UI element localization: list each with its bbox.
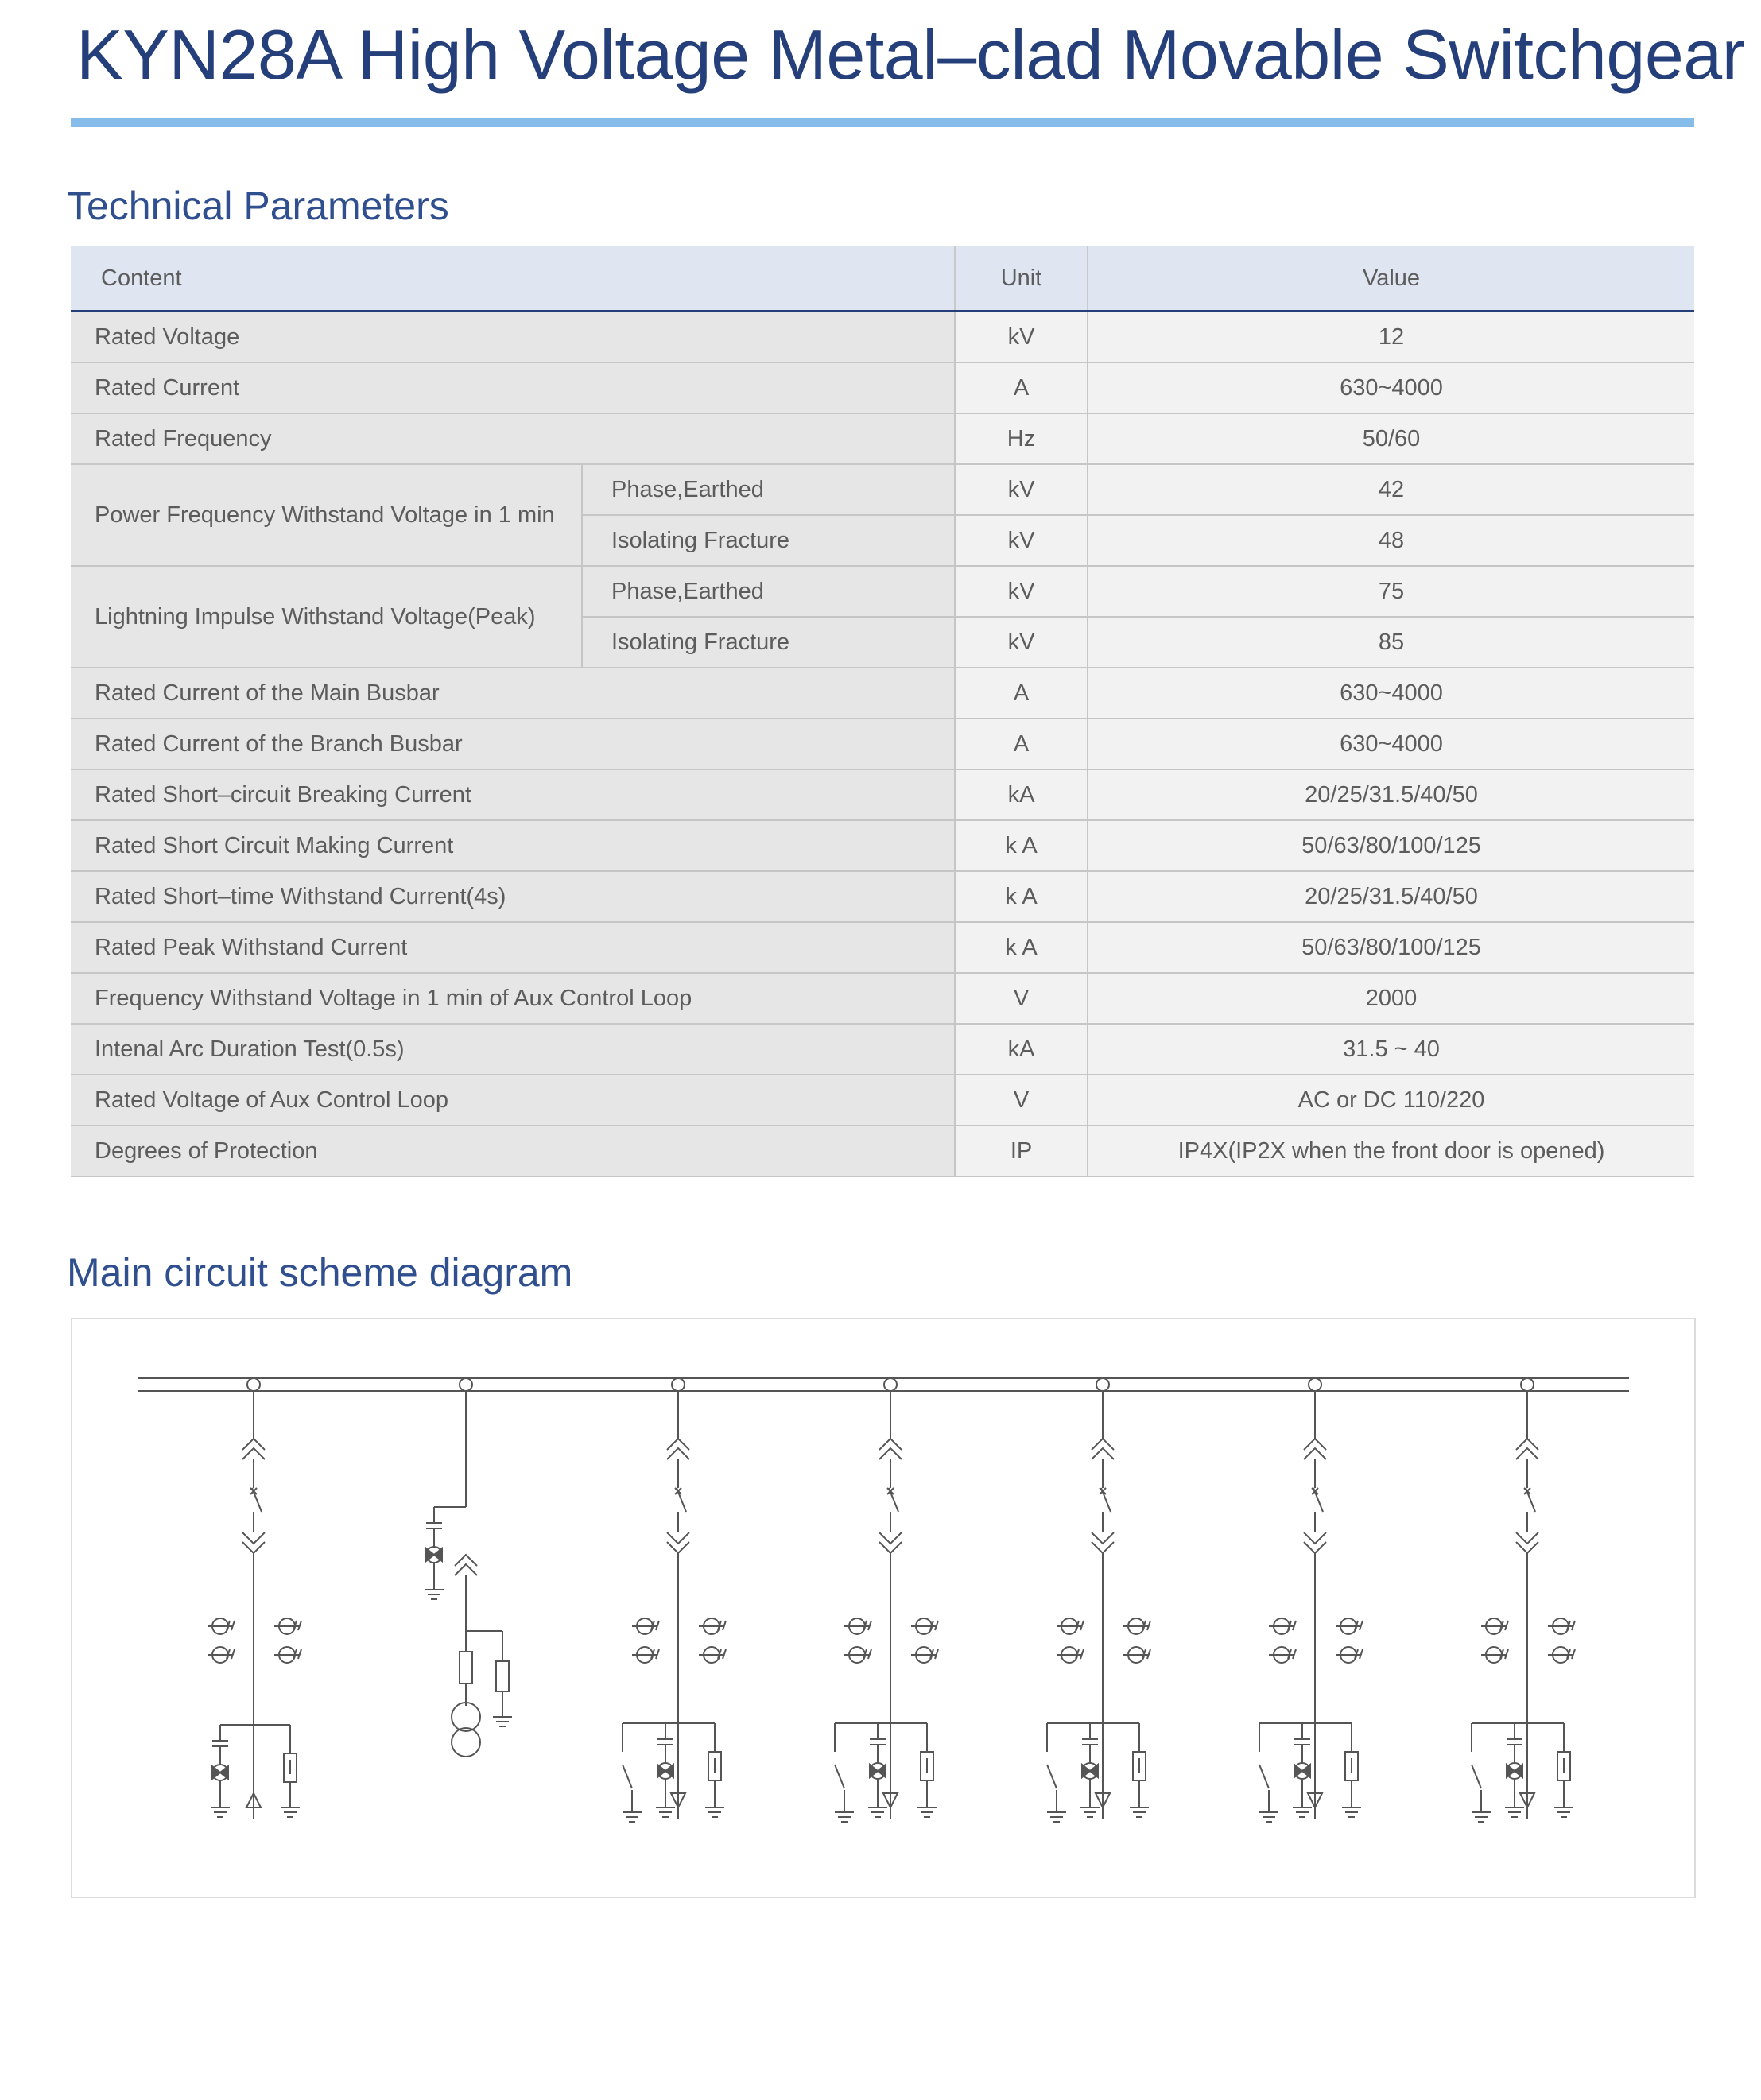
row-value: 630~4000 xyxy=(1088,362,1694,413)
outgoing-feeder xyxy=(1047,1378,1150,1822)
technical-parameters-table xyxy=(71,246,1694,1177)
row-sub-label: Phase,Earthed xyxy=(582,464,955,515)
row-value: 50/63/80/100/125 xyxy=(1088,922,1694,973)
row-label: Frequency Withstand Voltage in 1 min of Aux Control Loop xyxy=(71,973,955,1024)
circuit-scheme-svg xyxy=(72,1319,1694,1897)
row-value: 50/63/80/100/125 xyxy=(1088,820,1694,871)
table-row xyxy=(71,312,1694,363)
row-value: 75 xyxy=(1088,566,1694,617)
circuit-diagram-frame xyxy=(71,1318,1696,1898)
outgoing-feeder xyxy=(623,1378,726,1822)
row-value: 42 xyxy=(1088,464,1694,515)
table-row xyxy=(71,871,1694,922)
outgoing-feeder xyxy=(1259,1378,1363,1822)
busbar-tap-node xyxy=(672,1378,685,1391)
row-unit: V xyxy=(955,973,1088,1024)
row-label: Rated Voltage of Aux Control Loop xyxy=(71,1075,955,1126)
row-unit: k A xyxy=(955,871,1088,922)
row-label: Rated Frequency xyxy=(71,413,955,464)
row-value: 48 xyxy=(1088,515,1694,566)
table-row xyxy=(71,1075,1694,1126)
row-unit: kV xyxy=(955,617,1088,668)
row-value: 630~4000 xyxy=(1088,668,1694,719)
row-label: Power Frequency Withstand Voltage in 1 min xyxy=(71,464,582,566)
row-label: Rated Short–time Withstand Current(4s) xyxy=(71,871,955,922)
row-value: 20/25/31.5/40/50 xyxy=(1088,769,1694,820)
row-label: Intenal Arc Duration Test(0.5s) xyxy=(71,1024,955,1075)
table-row xyxy=(71,922,1694,973)
row-value: 2000 xyxy=(1088,973,1694,1024)
table-row xyxy=(71,769,1694,820)
header-unit: Unit xyxy=(955,246,1088,312)
table-row xyxy=(71,1024,1694,1075)
main-circuit-heading: Main circuit scheme diagram xyxy=(67,1250,573,1295)
table-row xyxy=(71,1126,1694,1176)
row-unit: kV xyxy=(955,515,1088,566)
pt-feeder xyxy=(425,1378,512,1757)
row-unit: kV xyxy=(955,312,1088,363)
row-label: Rated Current xyxy=(71,362,955,413)
busbar-tap-node xyxy=(1096,1378,1109,1391)
row-value: IP4X(IP2X when the front door is opened) xyxy=(1088,1126,1694,1176)
table-header-row xyxy=(71,246,1694,312)
row-sub-label: Isolating Fracture xyxy=(582,617,955,668)
row-value: 85 xyxy=(1088,617,1694,668)
row-label: Lightning Impulse Withstand Voltage(Peak) xyxy=(71,566,582,668)
row-value: AC or DC 110/220 xyxy=(1088,1075,1694,1126)
row-value: 630~4000 xyxy=(1088,719,1694,769)
row-unit: kA xyxy=(955,769,1088,820)
row-unit: Hz xyxy=(955,413,1088,464)
row-label: Rated Voltage xyxy=(71,312,955,363)
row-label: Rated Current of the Main Busbar xyxy=(71,668,955,719)
row-unit: k A xyxy=(955,820,1088,871)
row-unit: A xyxy=(955,719,1088,769)
row-label: Degrees of Protection xyxy=(71,1126,955,1176)
technical-parameters-heading: Technical Parameters xyxy=(67,184,449,228)
busbar-tap-node xyxy=(460,1378,472,1391)
row-unit: V xyxy=(955,1075,1088,1126)
title-rule xyxy=(71,118,1694,127)
busbar-tap-node xyxy=(1521,1378,1534,1391)
table-row xyxy=(71,719,1694,769)
table-row xyxy=(71,820,1694,871)
row-label: Rated Peak Withstand Current xyxy=(71,922,955,973)
header-value: Value xyxy=(1088,246,1694,312)
busbar-tap-node xyxy=(884,1378,897,1391)
busbar-tap-node xyxy=(247,1378,260,1391)
row-unit: kV xyxy=(955,464,1088,515)
row-value: 50/60 xyxy=(1088,413,1694,464)
incoming-feeder xyxy=(208,1378,301,1819)
row-unit: A xyxy=(955,362,1088,413)
row-value: 31.5 ~ 40 xyxy=(1088,1024,1694,1075)
outgoing-feeder xyxy=(1472,1378,1575,1822)
table-row xyxy=(71,362,1694,413)
row-unit: k A xyxy=(955,922,1088,973)
page-title: KYN28A High Voltage Metal–clad Movable Switchgear xyxy=(76,15,1745,94)
outgoing-feeder xyxy=(835,1378,938,1822)
table-row xyxy=(71,566,1694,617)
table-row xyxy=(71,413,1694,464)
table-row xyxy=(71,973,1694,1024)
row-unit: A xyxy=(955,668,1088,719)
row-sub-label: Isolating Fracture xyxy=(582,515,955,566)
row-value: 12 xyxy=(1088,312,1694,363)
table-row xyxy=(71,668,1694,719)
row-sub-label: Phase,Earthed xyxy=(582,566,955,617)
row-label: Rated Short Circuit Making Current xyxy=(71,820,955,871)
row-label: Rated Current of the Branch Busbar xyxy=(71,719,955,769)
table-row xyxy=(71,464,1694,515)
row-unit: kV xyxy=(955,566,1088,617)
busbar-tap-node xyxy=(1309,1378,1321,1391)
row-unit: kA xyxy=(955,1024,1088,1075)
row-label: Rated Short–circuit Breaking Current xyxy=(71,769,955,820)
row-value: 20/25/31.5/40/50 xyxy=(1088,871,1694,922)
header-content: Content xyxy=(71,246,955,312)
row-unit: IP xyxy=(955,1126,1088,1176)
